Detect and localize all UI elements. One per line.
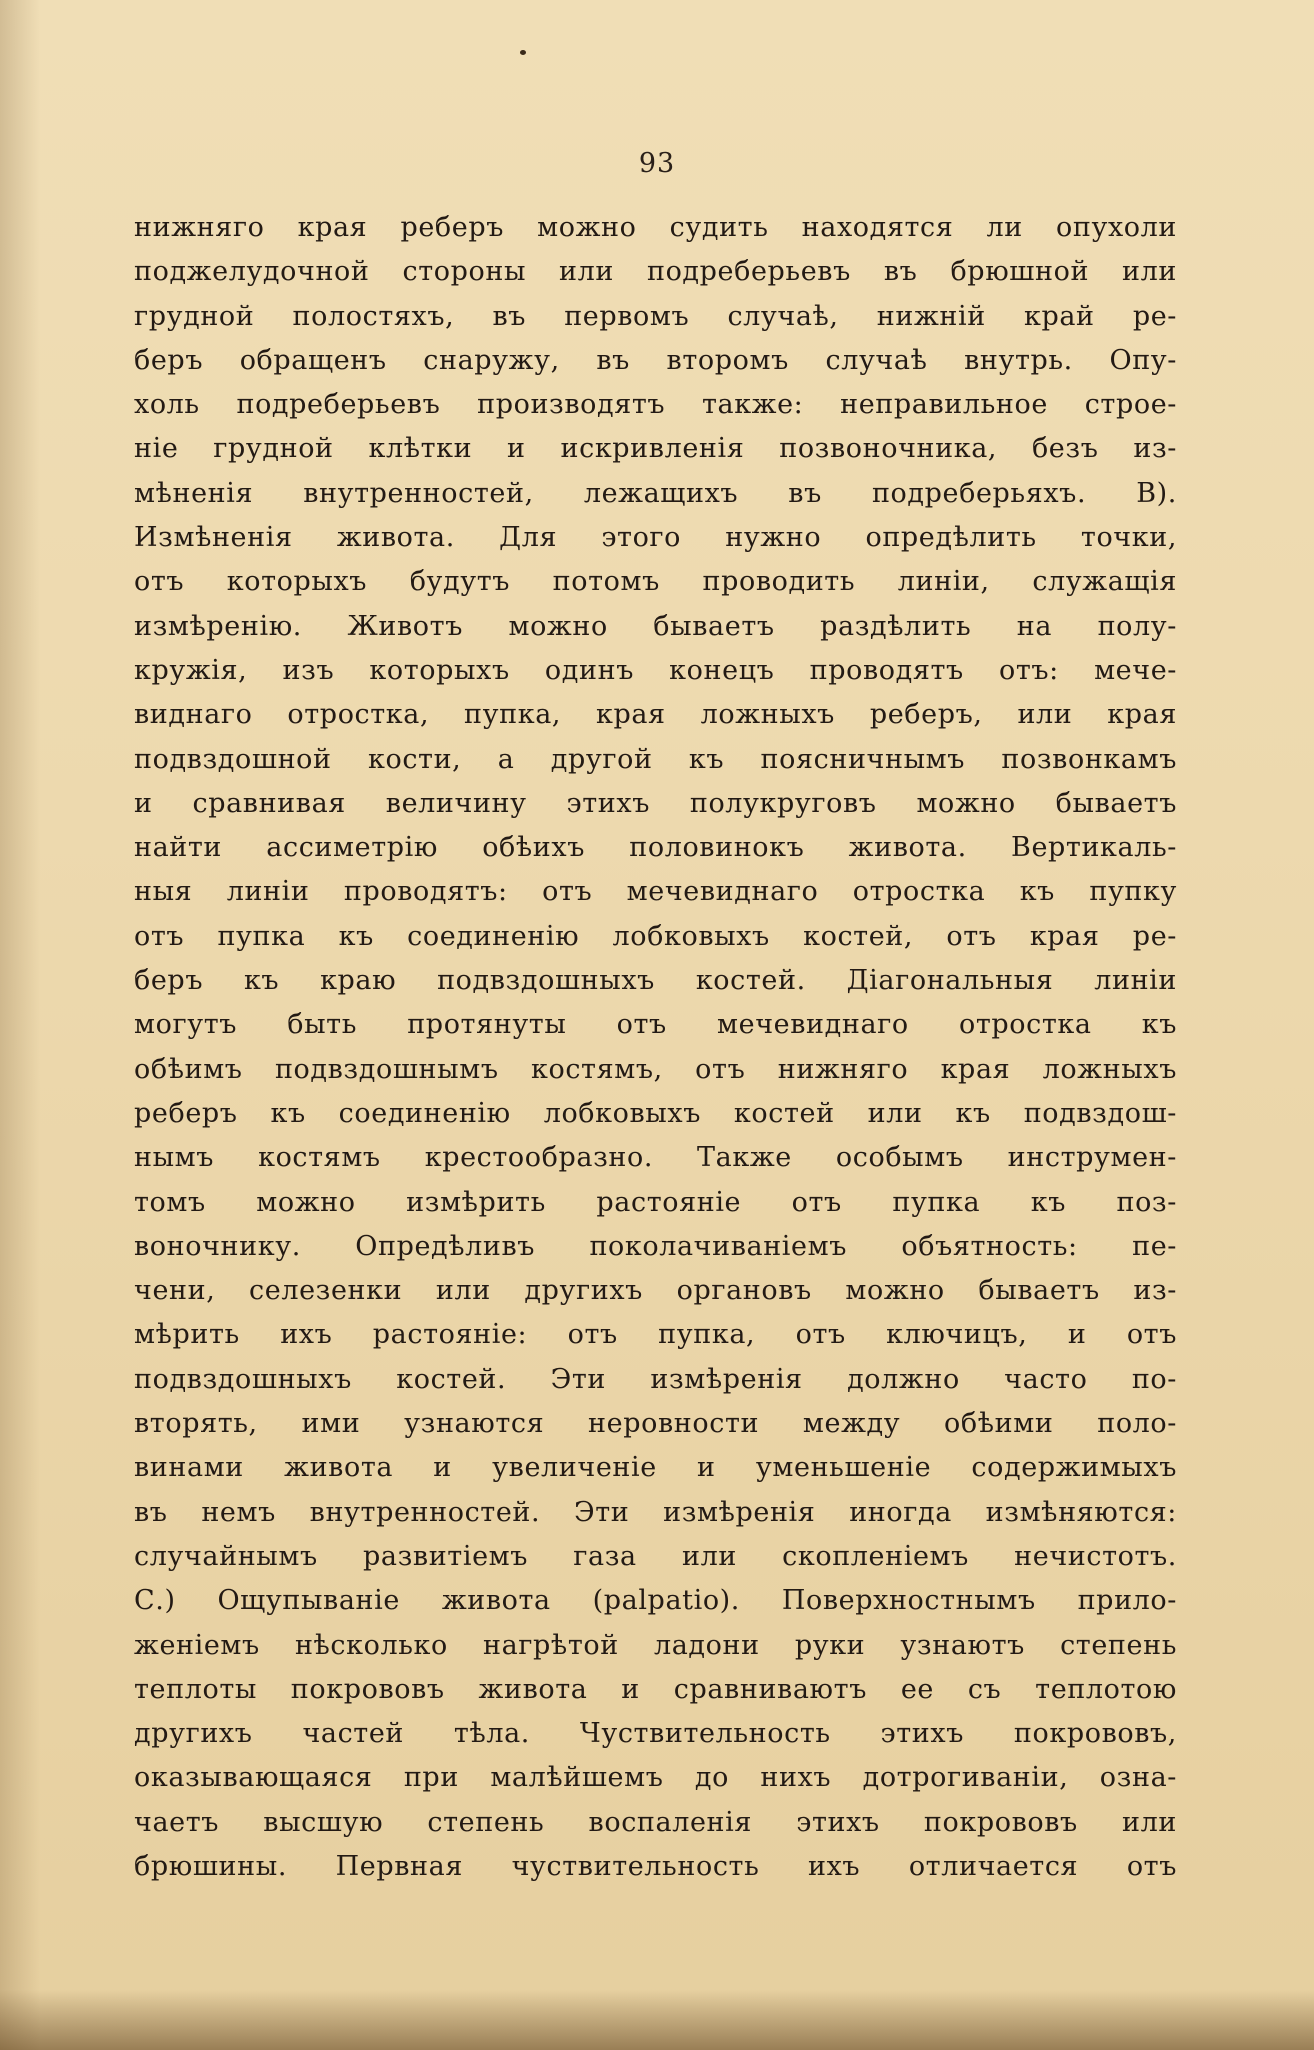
text-line: реберъ къ соединенію лобковыхъ костей или къ подвздош- — [134, 1097, 1177, 1129]
text-line: подвздошной кости, а другой къ поясничнымъ позвонкамъ — [134, 743, 1177, 775]
text-line: поджелудочной стороны или подреберьевъ въ брюшной или — [134, 256, 1177, 288]
text-line: беръ обращенъ снаружу, въ второмъ случаѣ внутрь. Опу- — [134, 344, 1177, 376]
text-line: нижняго края реберъ можно судить находятся ли опухоли — [134, 212, 1177, 243]
text-line: другихъ частей тѣла. Чуствительность этихъ покрововъ, — [134, 1718, 1177, 1750]
page-bottom-shadow — [0, 1990, 1314, 2050]
text-line: грудной полостяхъ, въ первомъ случаѣ, нижній край ре- — [134, 300, 1177, 332]
text-line: обѣимъ подвздошнымъ костямъ, отъ нижняго края ложныхъ — [134, 1053, 1177, 1085]
text-line: подвздошныхъ костей. Эти измѣренія должно часто по- — [134, 1363, 1177, 1395]
text-line: оказывающаяся при малѣйшемъ до нихъ дотрогиваніи, озна- — [134, 1762, 1177, 1794]
text-line: отъ которыхъ будутъ потомъ проводить линіи, служащія — [134, 566, 1177, 598]
text-line: найти ассиметрію обѣихъ половинокъ живота. Вертикаль- — [134, 832, 1177, 864]
text-line: беръ къ краю подвздошныхъ костей. Діагональныя линіи — [134, 965, 1177, 997]
text-line: вторять, ими узнаются неровности между обѣими поло- — [134, 1408, 1177, 1440]
text-line: ніе грудной клѣтки и искривленія позвоночника, безъ из- — [134, 433, 1177, 465]
text-line: виднаго отростка, пупка, края ложныхъ реберъ, или края — [134, 699, 1177, 731]
text-line: мѣрить ихъ растояніе: отъ пупка, отъ ключицъ, и отъ — [134, 1319, 1177, 1351]
text-line: холь подреберьевъ производятъ также: неправильное строе- — [134, 389, 1177, 421]
text-line: кружія, изъ которыхъ одинъ конецъ проводятъ отъ: мече- — [134, 654, 1177, 686]
text-line: чени, селезенки или другихъ органовъ можно бываетъ из- — [134, 1275, 1177, 1307]
ink-speck — [520, 50, 526, 55]
text-line: винами живота и увеличеніе и уменьшеніе содержимыхъ — [134, 1452, 1177, 1484]
text-line: и сравнивая величину этихъ полукруговъ можно бываетъ — [134, 787, 1177, 819]
text-line: ныя линіи проводятъ: отъ мечевиднаго отростка къ пупку — [134, 876, 1177, 908]
text-line: С.) Ощупываніе живота (palpatio). Поверхностнымъ прило- — [134, 1585, 1177, 1617]
text-line: женіемъ нѣсколько нагрѣтой ладони руки узнаютъ степень — [134, 1629, 1177, 1661]
text-line: теплоты покрововъ живота и сравниваютъ ее съ теплотою — [134, 1673, 1177, 1705]
text-line: нымъ костямъ крестообразно. Также особымъ инструмен- — [134, 1142, 1177, 1174]
text-line: воночнику. Опредѣливъ поколачиваніемъ объятность: пе- — [134, 1230, 1177, 1262]
page-edge-shadow — [0, 0, 40, 2050]
text-line: Измѣненія живота. Для этого нужно опредѣлить точки, — [134, 522, 1177, 554]
body-text — [134, 206, 1177, 1889]
text-line: могутъ быть протянуты отъ мечевиднаго отростка къ — [134, 1009, 1177, 1041]
text-line: измѣренію. Животъ можно бываетъ раздѣлить на полу- — [134, 610, 1177, 642]
text-line: томъ можно измѣрить растояніе отъ пупка къ поз- — [134, 1186, 1177, 1218]
text-line: случайнымъ развитіемъ газа или скопленіемъ нечистотъ. — [134, 1540, 1177, 1572]
text-line: брюшины. Первная чуствительность ихъ отличается отъ — [134, 1850, 1177, 1882]
text-line: въ немъ внутренностей. Эти измѣренія иногда измѣняются: — [134, 1496, 1177, 1528]
text-line: чаетъ высшую степень воспаленія этихъ покрововъ или — [134, 1806, 1177, 1838]
page-number: 93 — [638, 148, 676, 179]
text-line: мѣненія внутренностей, лежащихъ въ подреберьяхъ. В). — [134, 477, 1177, 509]
text-line: отъ пупка къ соединенію лобковыхъ костей, отъ края ре- — [134, 920, 1177, 952]
